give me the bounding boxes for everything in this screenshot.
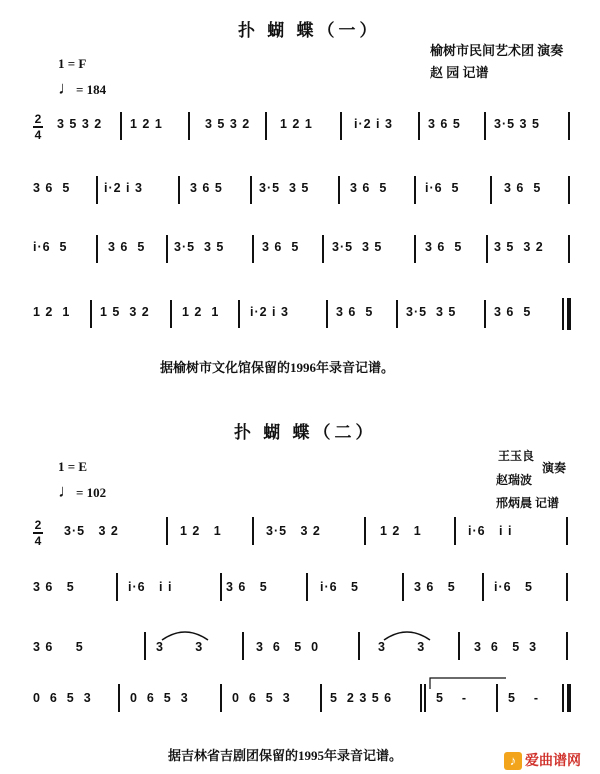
measure: 3 6 5 (428, 117, 461, 131)
measure: 3·5 3 5 (332, 240, 383, 254)
time-sig-top: 2 (34, 518, 42, 532)
barline (116, 573, 118, 601)
measure: 1 2 1 (33, 305, 71, 319)
barline (166, 235, 168, 263)
measure: i·2 i 3 (104, 181, 143, 195)
measure: 3 6 5 (33, 181, 71, 195)
measure: 0 6 5 3 (130, 691, 189, 705)
measure: 3 3 (378, 640, 426, 654)
measure: 3 6 5 (414, 580, 456, 594)
barline (144, 632, 146, 660)
barline (306, 573, 308, 601)
piece2-title: 扑 蝴 蝶（二） (234, 423, 377, 442)
measure: 3 3 (156, 640, 204, 654)
time-sig-top: 2 (34, 112, 42, 126)
barline (326, 300, 328, 328)
measure: 3 6 5 (425, 240, 463, 254)
quarter-note-icon: ♩ (58, 78, 76, 98)
barline (338, 176, 340, 204)
barline (340, 112, 342, 140)
barline (566, 517, 568, 545)
piece1-source-note: 据榆树市文化馆保留的1996年录音记谱。 (160, 360, 395, 375)
barline (458, 632, 460, 660)
barline (490, 176, 492, 204)
piece1-performer: 榆树市民间艺术团 演奏 (430, 43, 564, 58)
measure: 0 6 5 3 (33, 691, 92, 705)
measure: 3 6 5 (350, 181, 388, 195)
barline (220, 573, 222, 601)
tie-icon (382, 628, 432, 642)
measure: 3·5 3 2 (64, 524, 119, 538)
tie-icon (160, 628, 210, 642)
final-barline-thick (567, 684, 571, 712)
measure: 0 6 5 3 (232, 691, 291, 705)
barline (496, 684, 498, 712)
measure: i·6 i i (128, 580, 173, 594)
barline (568, 112, 570, 140)
measure: 1 2 1 (182, 305, 220, 319)
barline (120, 112, 122, 140)
piece2-time-signature (33, 519, 43, 547)
barline (90, 300, 92, 328)
barline (322, 235, 324, 263)
measure: i·2 i 3 (354, 117, 393, 131)
measure: 3 5 3 2 (494, 240, 544, 254)
measure: 3·5 3 5 (406, 305, 457, 319)
measure: 3 6 5 (504, 181, 542, 195)
measure: i·2 i 3 (250, 305, 289, 319)
barline (96, 176, 98, 204)
barline (568, 176, 570, 204)
measure: 3 6 5 (494, 305, 532, 319)
measure: 3·5 3 5 (174, 240, 225, 254)
barline (96, 235, 98, 263)
measure: 5 - (508, 691, 540, 705)
piece1-time-signature (33, 113, 43, 141)
piece2-tempo: = 102 (76, 485, 107, 500)
watermark-text: 爱曲谱网 (525, 752, 581, 768)
piece1-transcriber: 赵 园 记谱 (430, 65, 489, 80)
music-note-icon: ♪ (504, 752, 522, 770)
piece2-tempo-row (58, 481, 106, 502)
measure: 3 6 5 (108, 240, 146, 254)
piece1-tempo: = 184 (76, 82, 107, 97)
barline (238, 300, 240, 328)
measure: 1 2 1 (180, 524, 222, 538)
measure: 3 6 5 (226, 580, 268, 594)
measure: i·6 5 (33, 240, 68, 254)
measure: 3 5 3 2 (205, 117, 251, 131)
measure: 3·5 3 5 (259, 181, 310, 195)
barline (358, 632, 360, 660)
barline (486, 235, 488, 263)
measure: 5 - (436, 691, 468, 705)
barline (118, 684, 120, 712)
time-sig-bottom: 4 (34, 533, 42, 548)
barline (252, 517, 254, 545)
barline (482, 573, 484, 601)
measure: 3·5 3 2 (266, 524, 321, 538)
barline (250, 176, 252, 204)
piece2-performer-2: 赵瑞波 (496, 473, 533, 487)
barline (320, 684, 322, 712)
measure: 3 6 5 (33, 580, 75, 594)
time-sig-bottom: 4 (34, 127, 42, 142)
measure: 3 6 5 0 (256, 640, 320, 654)
final-barline-thin (562, 684, 564, 712)
barline (402, 573, 404, 601)
barline (166, 517, 168, 545)
watermark-logo (504, 750, 581, 770)
barline (178, 176, 180, 204)
measure: 5 2 3 5 6 (330, 691, 393, 705)
measure: 3 5 3 2 (57, 117, 103, 131)
barline (454, 517, 456, 545)
barline (170, 300, 172, 328)
barline (484, 300, 486, 328)
barline (396, 300, 398, 328)
measure: 1 2 1 (280, 117, 313, 131)
final-barline-thin (562, 298, 564, 330)
piece2-source-note: 据吉林省吉剧团保留的1995年录音记谱。 (168, 748, 403, 763)
barline (414, 176, 416, 204)
barline (420, 684, 422, 712)
barline (265, 112, 267, 140)
barline (188, 112, 190, 140)
piece2-perform-label: 演奏 (542, 461, 567, 475)
piece2-transcriber: 邢炳晨 记谱 (496, 496, 560, 510)
barline (242, 632, 244, 660)
measure: 3 6 5 3 (474, 640, 538, 654)
barline (566, 632, 568, 660)
piece2-key: 1 = E (58, 459, 88, 474)
piece1-tempo-row (58, 78, 106, 99)
barline (566, 573, 568, 601)
final-barline-thick (567, 298, 571, 330)
measure: 3 6 5 (33, 640, 84, 654)
barline (364, 517, 366, 545)
measure: 1 2 1 (380, 524, 422, 538)
barline (252, 235, 254, 263)
measure: 3·5 3 5 (494, 117, 540, 131)
measure: 3 6 5 (190, 181, 223, 195)
barline (484, 112, 486, 140)
quarter-note-icon: ♩ (58, 481, 76, 501)
barline (220, 684, 222, 712)
measure: i·6 5 (425, 181, 460, 195)
measure: i·6 5 (494, 580, 533, 594)
measure: 1 2 1 (130, 117, 163, 131)
measure: i·6 i i (468, 524, 513, 538)
piece1-key: 1 = F (58, 56, 87, 71)
measure: i·6 5 (320, 580, 359, 594)
piece2-performer-1: 王玉良 (498, 449, 535, 463)
barline (418, 112, 420, 140)
measure: 1 5 3 2 (100, 305, 150, 319)
piece1-title: 扑 蝴 蝶（一） (238, 21, 381, 40)
barline (568, 235, 570, 263)
barline (414, 235, 416, 263)
measure: 3 6 5 (336, 305, 374, 319)
repeat-barline (424, 684, 426, 712)
measure: 3 6 5 (262, 240, 300, 254)
